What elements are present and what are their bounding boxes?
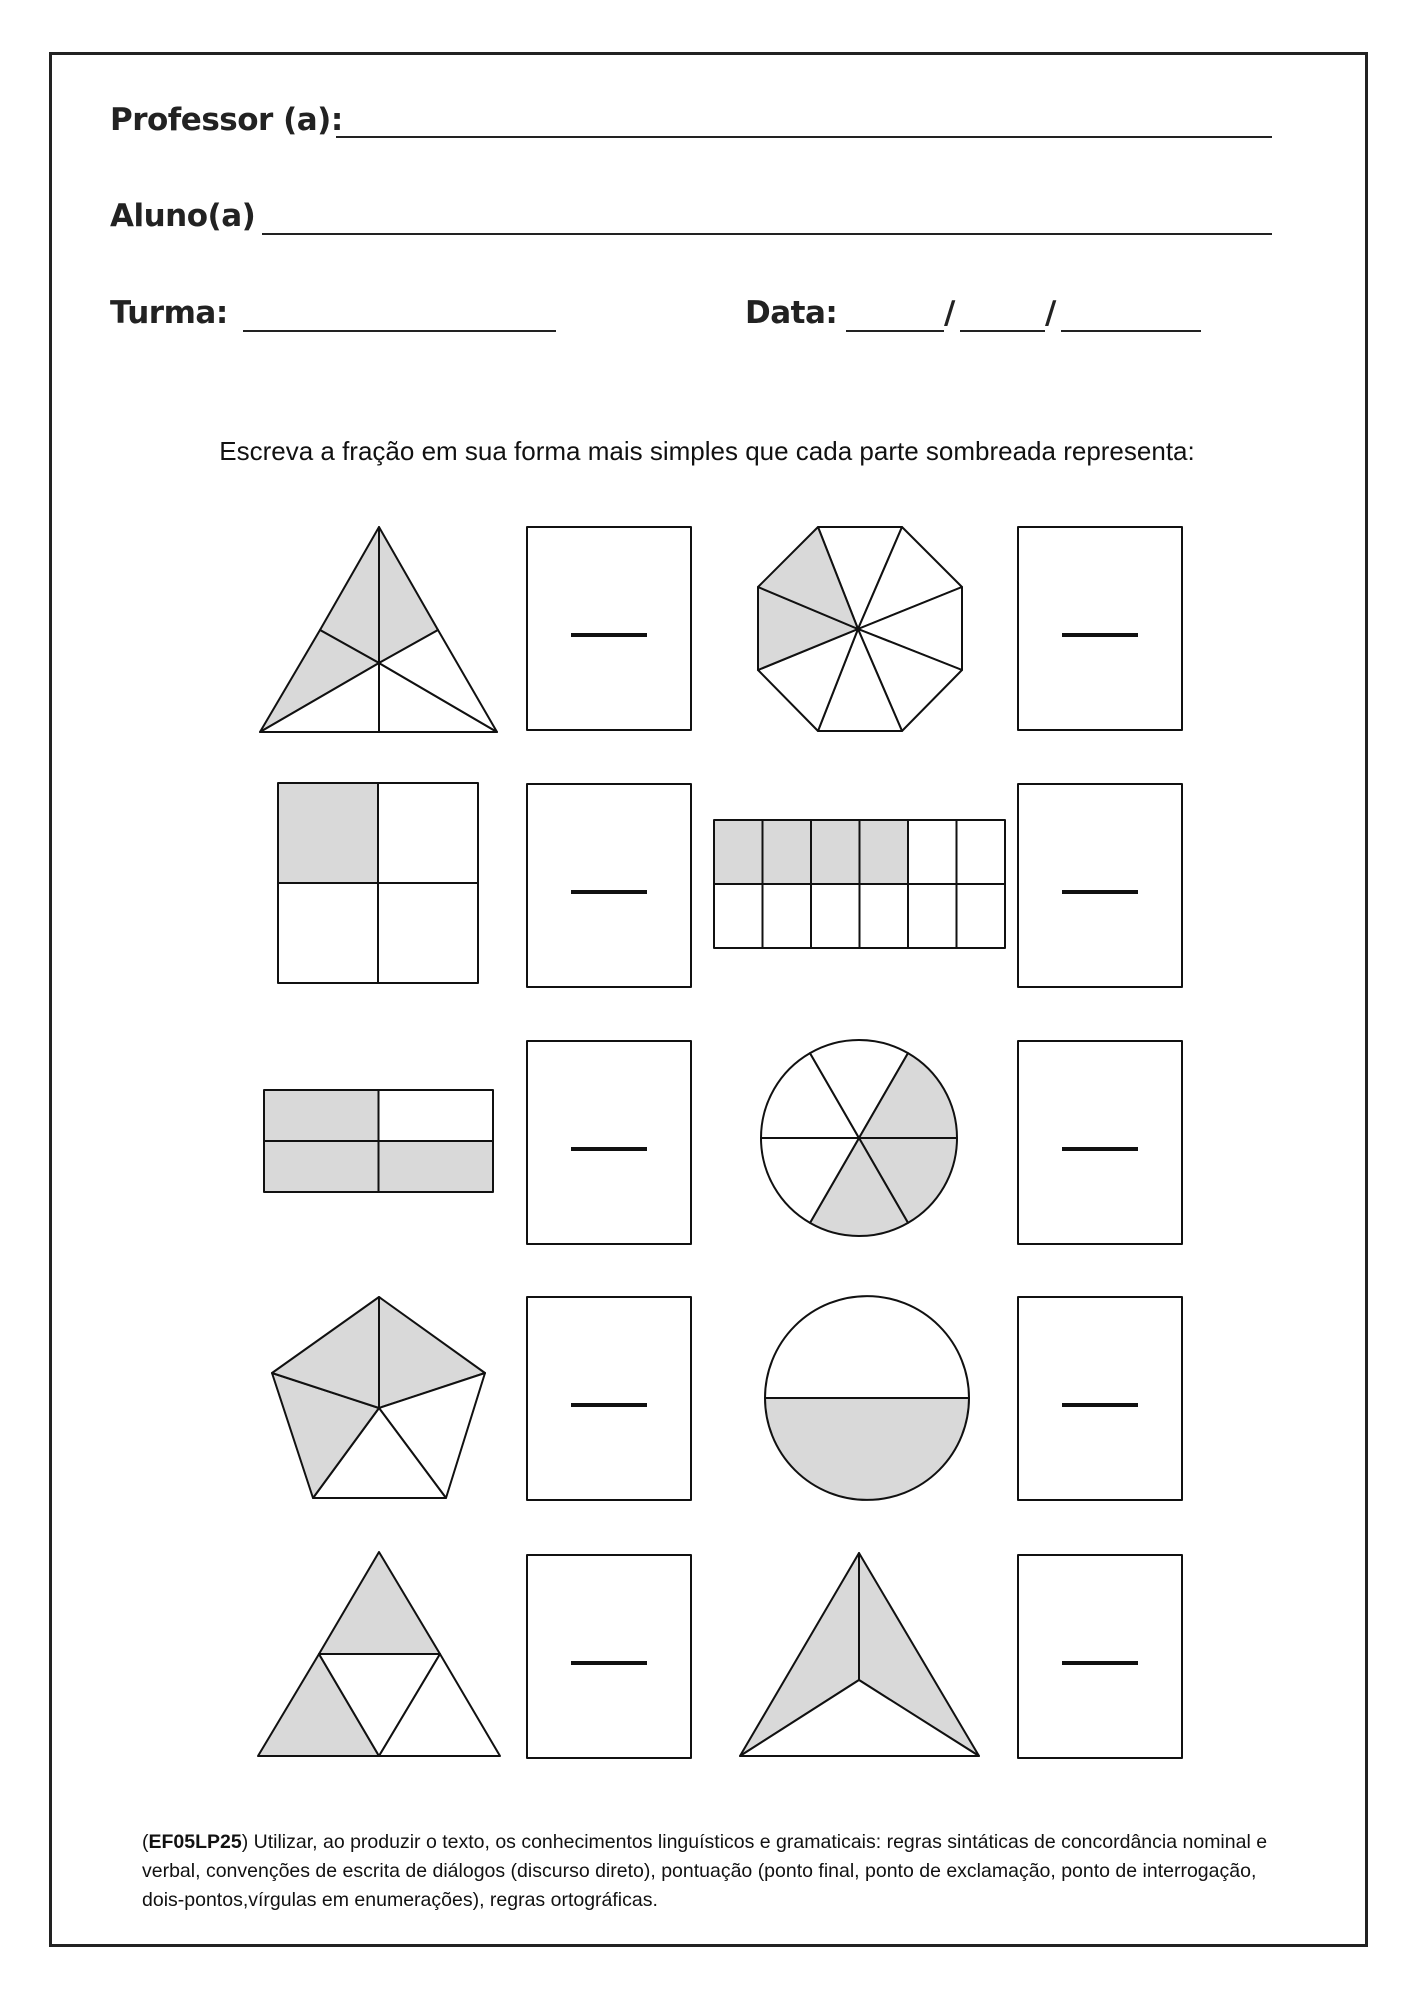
date-separator: / <box>1045 295 1056 331</box>
fraction-part <box>765 1296 969 1398</box>
fraction-part <box>278 783 378 883</box>
fraction-part <box>908 820 957 884</box>
footer-text: ) Utilizar, ao produzir o texto, os conhecimentos linguísticos e gramaticais: regras sintáticas de concordância nominal e verbal, convenções de escrita de diálogos (discurso direto), pontuação (ponto final, ponto de exclamação, ponto de interrogação, dois-pontos,vírgulas em enumerações), regras ortográficas. <box>142 1831 1268 1911</box>
answer-box <box>527 784 691 987</box>
answer-box <box>1018 1297 1182 1500</box>
instruction-text: Escreva a fração em sua forma mais simples que cada parte sombreada representa: <box>219 436 1195 466</box>
fraction-part <box>763 884 812 948</box>
fraction-part <box>264 1090 379 1141</box>
fraction-part <box>908 884 957 948</box>
fraction-part <box>957 884 1006 948</box>
answer-box <box>1018 1041 1182 1244</box>
fraction-part <box>379 1090 494 1141</box>
answer-box <box>527 1041 691 1244</box>
fraction-part <box>763 820 812 884</box>
fraction-part <box>714 884 763 948</box>
fraction-part <box>319 1552 440 1654</box>
fraction-part <box>714 820 763 884</box>
date-separator: / <box>944 295 955 331</box>
answer-box <box>527 1555 691 1758</box>
footer-skill-code: EF05LP25 <box>148 1831 242 1853</box>
fraction-part <box>264 1141 379 1192</box>
fraction-part <box>811 820 860 884</box>
date-label: Data: <box>745 295 838 331</box>
answer-box <box>1018 527 1182 730</box>
answer-box <box>1018 1555 1182 1758</box>
fraction-part <box>860 884 909 948</box>
fraction-part <box>378 883 478 983</box>
fraction-part <box>860 820 909 884</box>
answer-box <box>527 527 691 730</box>
footer-open-paren: ( <box>142 1831 149 1853</box>
teacher-label: Professor (a): <box>110 102 343 138</box>
footer-skill-description <box>142 1828 1292 1915</box>
fraction-part <box>957 820 1006 884</box>
student-label: Aluno(a) <box>110 198 256 234</box>
class-label: Turma: <box>110 295 228 331</box>
answer-box <box>527 1297 691 1500</box>
answer-box <box>1018 784 1182 987</box>
fraction-part <box>765 1398 969 1500</box>
fraction-part <box>278 883 378 983</box>
fraction-part <box>378 783 478 883</box>
fraction-part <box>379 1141 494 1192</box>
fraction-part <box>811 884 860 948</box>
